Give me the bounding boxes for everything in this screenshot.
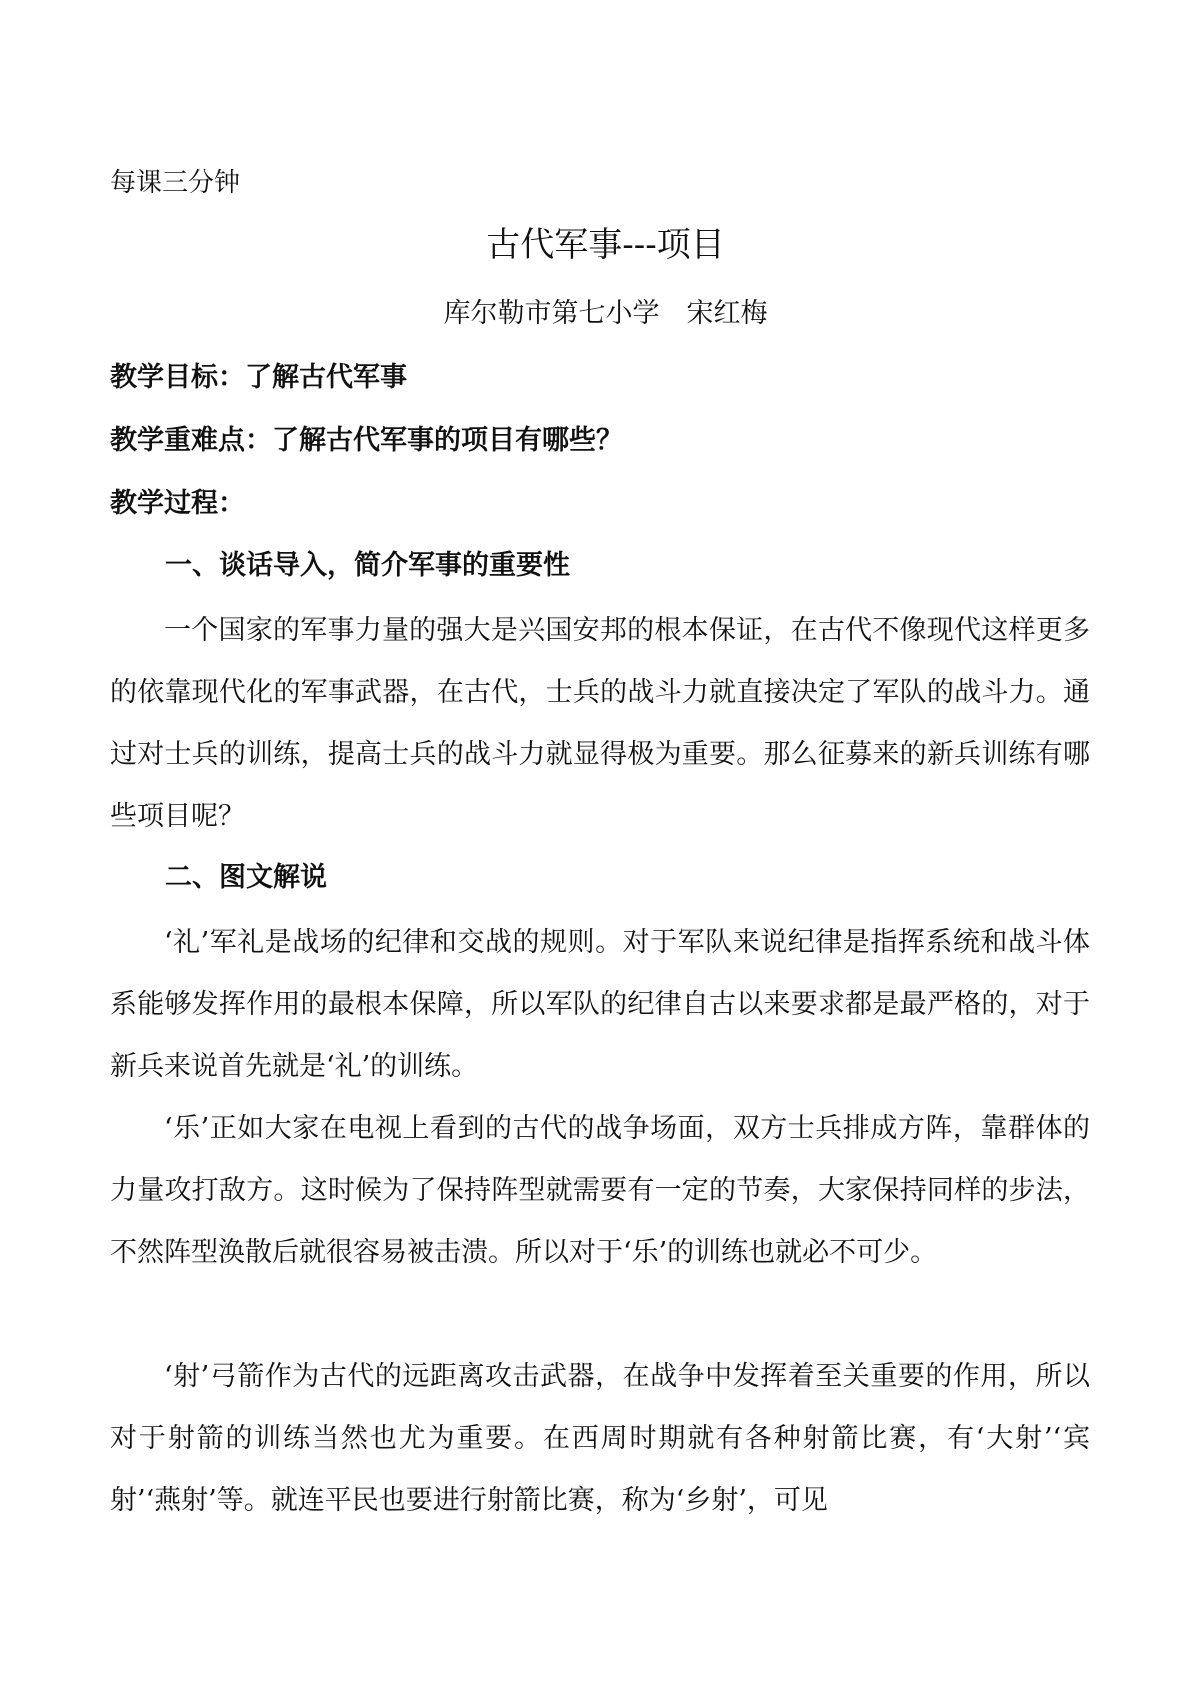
section-heading-illustrated-explanation: 二、图文解说 (165, 862, 327, 893)
paragraph-yue: ‘乐’正如大家在电视上看到的古代的战争场面，双方士兵排成方阵，靠群体的力量攻打敌方。这时候为了保持阵型就需要有一定的节奏，大家保持同样的步法，不然阵型涣散后就很容易被击溃。所以对于‘乐’的训练也就必不可少。 (110, 1113, 1090, 1268)
teaching-process-label: 教学过程： (110, 488, 245, 519)
paragraph-she: ‘射’弓箭作为古代的远距离攻击武器，在战争中发挥着至关重要的作用，所以对于射箭的训练当然也尤为重要。在西周时期就有各种射箭比赛，有‘大射’‘宾射’‘燕射’等。就连平民也要进行射箭比赛，称为‘乡射’，可见 (110, 1361, 1090, 1516)
document-title: 古代军事---项目 (486, 225, 725, 265)
teaching-goal: 教学目标：了解古代军事 (110, 362, 407, 393)
header-text: 每课三分钟 (110, 168, 241, 198)
author-line: 库尔勒市第七小学 宋红梅 (443, 298, 768, 329)
paragraph-li: ‘礼’军礼是战场的纪律和交战的规则。对于军队来说纪律是指挥系统和战斗体系能够发挥作用的最根本保障，所以军队的纪律自古以来要求都是最严格的，对于新兵来说首先就是‘礼’的训练。 (110, 927, 1090, 1082)
introduction-paragraph: 一个国家的军事力量的强大是兴国安邦的根本保证，在古代不像现代这样更多的依靠现代化的军事武器，在古代，士兵的战斗力就直接决定了军队的战斗力。通过对士兵的训练，提高士兵的战斗力就显得极为重要。那么征募来的新兵训练有哪些项目呢？ (110, 615, 1090, 832)
section-heading-introduction: 一、谈话导入，简介军事的重要性 (165, 550, 570, 581)
teaching-difficulty: 教学重难点：了解古代军事的项目有哪些？ (110, 425, 623, 456)
